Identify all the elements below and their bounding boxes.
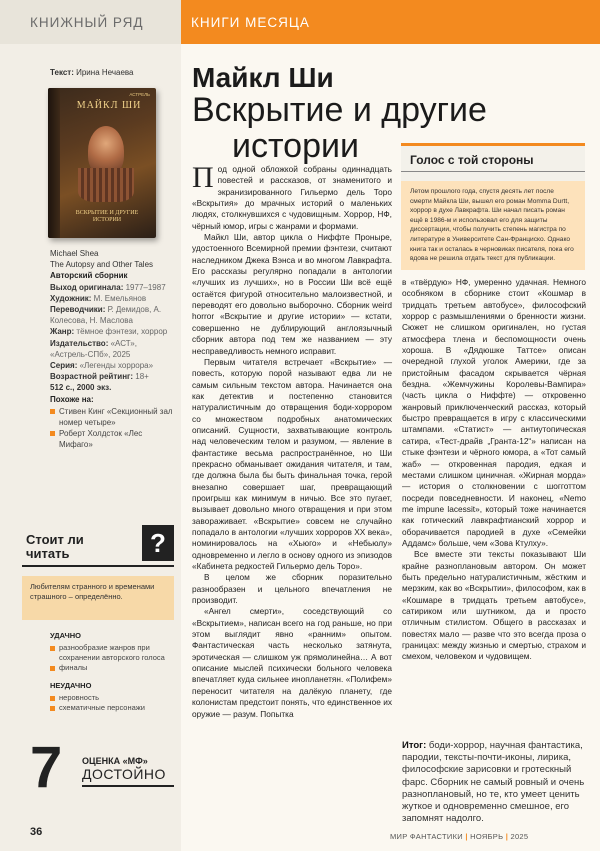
text-credit [50,68,134,77]
worth-reading-block [22,525,172,575]
book-spine [48,88,60,238]
divider [82,785,174,787]
summary-text: боди-хоррор, научная фантастика, пародии, тексты-почти-иконы, лирика, философские зарисовки и гротескный фарс. Сборник не самый ровный и очень разноплановый, но те, кто умеет ценить жуткое и одновременно смешное, его запомнят надолго. [402,740,585,825]
info-row: Жанр: тёмное фэнтези, хоррор [50,327,168,337]
paragraph: в «твёрдую» НФ, умеренно удачная. Немного особняком в сборнике стоит «Кошмар в тридцать третьем автобусе», философский хоррор с размышлениями о бренности жизни. Сюжет не слишком оригинален, но густая атмосфера тлена и беспомощности очень хороша. В «Дядюшке Таттсе» описан очередной глухой уголок Америки, где за пристойным фасадом скрывается чёрная бездна. «Жемчужины Королевы-Вампира» (часть цикла о Ниффте) — откровенно жанровый приключенческий рассказ, который быстро превращается в игру с классическими штампами. «Статист» — антиутопическая сатира, «Тест-драйв „Гранта-12“» написан на стыке фэнтези и чёрного юмора, а «Тот самый жаб» — откровенная пародия, едкая и местами слишком циничная. «Жирная морда» — история о столкновении с шогготтом посреди повседневности. И наконец, «Nemo me impune lacessit», который тоже начинается как готический лавкрафтианский хоррор и оборачивается пародией в духе «Семейки Аддамс» больше, чем «Зова Ктулху». [402,277,586,548]
rubric-label: КНИГИ МЕСЯЦА [181,0,600,44]
summary-label: Итог: [402,740,427,751]
paragraph: Первым читателя встречает «Вскрытие» — повесть, которую порой называют едва ли не самым сильным текстом автора. Начинается она как детектив и постепенно становится натуралистичным до отвращения боди-хоррором со множеством подробных анатомических описаний. Сущности, захватывающие контроль над человеческим телом и разумом, — явление в фантастике весьма распространённое, но Ши прекрасно обманывает ожидания читателя, и там, где должна была бы быть финальная точка, герой внезапно совершает шаг, превращающий проигрыш как минимум в ничью. Все это пугает, вызывает довольно много отвращения и при этом завораживает. «Вскрытие» совсем не случайно попадало в антологии «лучших хорроров ХХ века», номинировалось на «Хьюго» и «Небьюлу» одновременно и легло в основу одного из эпизодов «Кабинета редкостей Гильермо дель Торо». [192,356,392,572]
question-icon: ? [142,525,174,561]
book-cover-publisher: АСТРЕЛЬ [129,92,150,97]
book-author-en: Michael Shea [50,249,99,258]
rating-block [30,735,175,802]
info-row: Серия: «Легенды хоррора» [50,361,154,371]
cons-list [50,693,175,713]
paragraph: Под одной обложкой собраны одиннадцать повестей и рассказов, от знаменитого и экранизированного Гильермо дель Торо «Вскрытия» до мрачных историй о маленьких людях, столкнувшихся с чудовищным. Хоррор, НФ, чёрный юмор, игры с жанрами и формами. [192,161,392,231]
book-cover-image [48,88,156,238]
book-title-en: The Autopsy and Other Tales [50,260,154,270]
book-cover-tentacles [78,168,134,202]
paragraph: «Ангел смерти», соседствующий со «Вскрытием», написан всего на год раньше, но при этом выглядит явно «ранним» опытом. Фантастическая часть несколько затянута, эротическая — слишком уж прямолинейна… А вот описание мыслей психически больного человека впечатляет куда сильнее инопланетян. «Полифем» переносит читателя на далёкую планету, где колонистам предстоит понять, что единственное их оружие — разум. Попытка [192,606,392,719]
divider [22,565,174,567]
credit-author: Ирина Нечаева [76,68,134,77]
list-item: разнообразие жанров при сохранении авторского голоса [50,643,175,663]
paragraph: Майкл Ши, автор цикла о Ниффте Проныре, удостоенного Всемирной премии фэнтези, считают наследником Джека Вэнса и во многом Лавкрафта. Его рассказы регулярно попадали в антологии «лучших из лучших», но в России Ши всё ещё остаётся фигурой относительно малоизвестной, и переводят его довольно выборочно. Сборник weird horror «Вскрытие и другие истории» — кстати, совершенно не дублирующий англоязычный сборник автора под тем же названием — эту несправедливость немного исправит. [192,232,392,356]
book-kind: Авторский сборник [50,271,128,281]
credit-label: Текст: [50,68,74,77]
page-number: 36 [30,826,43,838]
list-item: неровность [50,693,175,703]
list-item: Стивен Кинг «Секционный зал номер четыре» [50,406,175,428]
article-column-2 [402,277,586,663]
info-row: Художник: М. Емельянов [50,293,147,303]
paragraph: Все вместе эти тексты показывают Ши крайне разноплановым автором. Он может быть предельно натуралистичным, жёстким и мерзким, как во «Вскрытии», философом, как в «Кошмаре в тридцать третьем автобусе», сатириком или шутником, да и просто отличным стилистом. Общего в рассказах и повестях мало — разве что это всегда проза о границах: между жизнью и смертью, страхом и смехом, человеком и чудовищем. [402,549,587,662]
article-title-line1: Вскрытие и другие [192,91,487,129]
article-column-1 [192,161,392,720]
similar-list [50,406,175,451]
article-author: Майкл Ши [192,62,334,93]
info-row: Переводчики: Р. Демидов, А. Колесова, Н. Маслова [50,305,162,326]
pros-cons [50,631,175,721]
cons-title: НЕУДАЧНО [50,681,92,690]
info-row: Издательство: «АСТ», «Астрель-СПб», 2025 [50,338,137,359]
book-cover-author: МАЙКЛ ШИ [76,100,142,111]
list-item: схематичные персонажи [50,703,175,713]
article-title-line2: истории [232,127,359,165]
book-cover-title: ВСКРЫТИЕ И ДРУГИЕ ИСТОРИИ [75,209,139,223]
book-info [50,248,175,451]
pros-list [50,643,175,673]
paragraph: В целом же сборник поразительно разнообразен и цельного впечатления не производит. [192,572,392,606]
sidebar-box [401,143,585,263]
for-whom-box: Любителям странного и временами страшного – определённо. [22,576,174,620]
info-row: Выход оригинала: 1977–1987 [50,282,166,292]
list-item: Роберт Холдсток «Лес Мифаго» [50,428,175,450]
list-item: финалы [50,663,175,673]
pros-title: УДАЧНО [50,631,81,640]
page-header [0,0,600,44]
drop-cap: П [192,161,214,194]
section-label: КНИЖНЫЙ РЯД [0,0,181,44]
rating-verdict: ДОСТОЙНО [82,766,166,782]
sidebar-box-body: Летом прошлого года, спустя десять лет после смерти Майкла Ши, вышел его роман Momma Durtt, хоррор в духе Лавкрафта. Ши начал писать роман ещё в 1986-м и использовал его для защиты диссертации, чтобы получить степень магистра по литературе в Университете Сан-Франциско. Однако книга так и осталась в черновиках писателя, пока его вдова не решила отдать текст для публикации. [401,181,585,270]
article-summary [402,740,587,825]
info-row: 512 с., 2000 экз. [50,383,112,393]
info-row: Возрастной рейтинг: 18+ [50,372,149,382]
running-footer: МИР ФАНТАСТИКИ | НОЯБРЬ | 2025 [390,832,529,841]
sidebar-box-title: Голос с той стороны [401,146,585,172]
rating-value: 7 [30,735,63,800]
worth-reading-title: Стоит ли читать [26,532,84,561]
similar-label: Похоже на: [50,394,94,404]
rating-label: ОЦЕНКА «МФ» [82,756,148,766]
